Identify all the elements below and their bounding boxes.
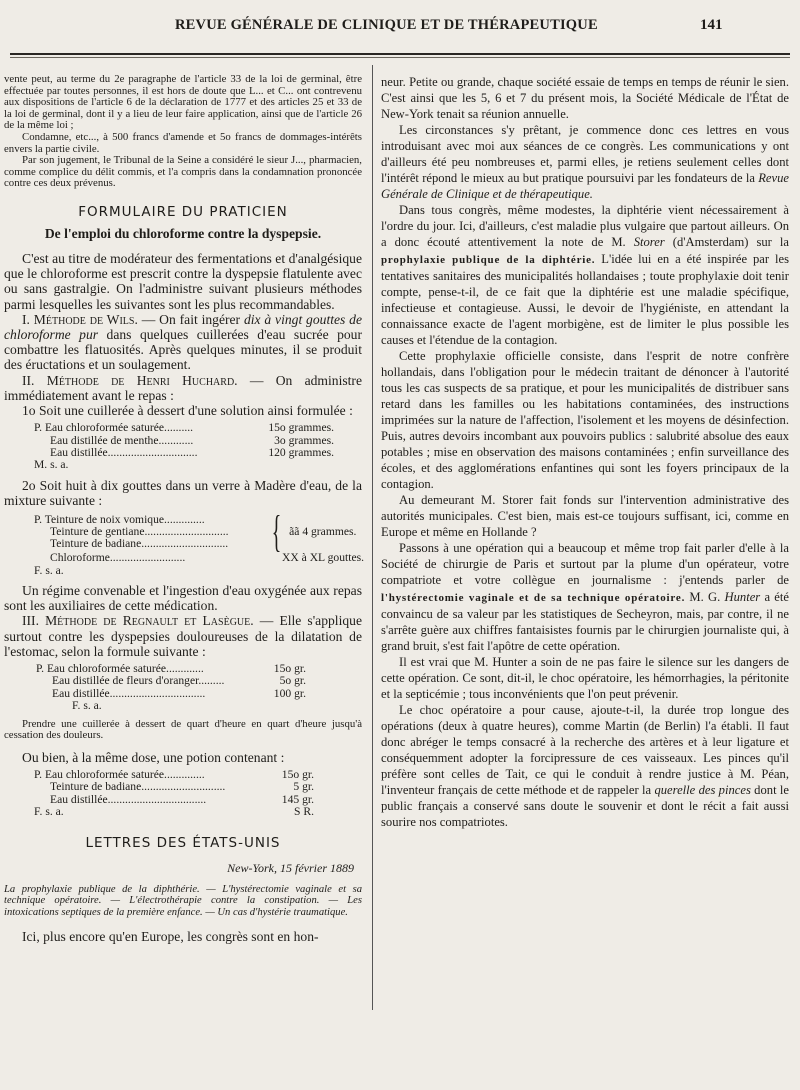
- formula-note: Prendre une cuillerée à dessert de quart d'heure en quart d'heure jusqu'à cessation des douleurs.: [4, 717, 362, 742]
- body-paragraph: Les circonstances s'y prêtant, je commence donc ces lettres en vous introduisant avec moi aux séances de ce congrès. Les communications y ont d'ailleurs été peu nombreuses et, parmi elles, je retiens seulement celles dont l'intérêt répond le mieux au but pratique poursuivi par les fondateurs de la Revue Générale de Clinique et de thérapeutique.: [381, 123, 789, 202]
- formula-row: P. Teinture de noix vomique..............: [34, 512, 205, 526]
- formula-msa: M. s. a.: [34, 458, 69, 472]
- section-title-formulaire: FORMULAIRE DU PRATICIEN: [78, 203, 288, 220]
- legal-paragraph: Condamne, etc..., à 500 francs d'amende et 5o francs de dommages-intérêts envers la partie civile.: [4, 130, 362, 155]
- method-2-step-2: 2o Soit huit à dix gouttes dans un verre à Madère d'eau, de la mixture suivante :: [4, 477, 362, 508]
- left-column: [4, 74, 362, 944]
- right-column: [381, 74, 789, 830]
- method-emphasis: dix à vingt gouttes de chloroforme pur: [4, 311, 363, 342]
- formula-2: [34, 507, 364, 577]
- formula-row: [34, 806, 314, 818]
- page-header: [0, 0, 800, 56]
- formula-row: Chloroforme.......................... XX à XL gouttes.: [50, 551, 364, 565]
- body-paragraph: neur. Petite ou grande, chaque société essaie de temps en temps de réunir le sien. C'est ainsi que les 5, 6 et 7 du présent mois, la Société Médicale de l'État de New-York tenait sa réunion annuelle.: [381, 75, 789, 122]
- method-number: II.: [22, 372, 35, 388]
- body-paragraph: Passons à une opération qui a beaucoup et même trop fait parler d'elle à la Société de chirurgie de Paris et surtout par la plume d'un opérateur, votre compatriote et votre collègue en journalisme : j'entends parler de l'hystérectomie vaginale et de sa technique opératoire. M. G. Hunter a été convaincu de sa valeur par les statistiques de Secheyron, mais, par contre, il ne s'arrête guère aux chiffres fantaisistes fournis par le chirurgien journaliste qui, à grand bruit, s'est fait l'apôtre de cette opération.: [381, 541, 789, 653]
- method-text: dans quelques cuillerées d'eau sucrée pour combattre les flatuosités. Après quelques minutes, il se produit des éructations et un soulagement.: [4, 326, 363, 373]
- column-divider: [372, 65, 373, 1010]
- formula-1: [34, 422, 334, 472]
- formula-row: Teinture de gentiane.............................: [50, 525, 229, 538]
- formula-row: P. Eau chloroformée saturée............. 15o gr.: [36, 662, 306, 676]
- formula-4: [34, 769, 314, 819]
- method-3: [4, 613, 362, 659]
- method-name: Méthode de Regnault et Lasègue.: [45, 613, 254, 629]
- body-paragraph: Dans tous congrès, même modestes, la diphtérie vient nécessairement à l'ordre du jour. Ici, d'ailleurs, c'est maladie plus vulgaire que partout ailleurs. On a donc écouté attentivement la note de M. Storer (d'Amsterdam) sur la prophylaxie publique de la diphtérie. L'idée lui en a été inspirée par les tentatives sanitaires des municipalités hollandaises ; toute prophylaxie doit tenir compte, pense-t-il, de ce fait que la diphtérie est une maladie spécifique, infectieuse et contagieuse. Aussi, le devoir de l'hygiéniste, en attendant la connaissance exacte de l'agent morbigène, est de limiter le plus possible les causes et l'étendue de la contagion.: [381, 203, 789, 347]
- running-title: REVUE GÉNÉRALE DE CLINIQUE ET DE THÉRAPEUTIQUE: [175, 17, 598, 33]
- method-2: [4, 373, 362, 403]
- method-number: III.: [22, 613, 39, 629]
- legal-paragraph: Par son jugement, le Tribunal de la Seine a considéré le sieur J..., pharmacien, comme complice du délit commis, et l'a compris dans la condamnation prononcée contre ces deux prévenus.: [4, 154, 362, 190]
- formula-row: Eau distillée de menthe............ 3o grammes.: [50, 433, 334, 447]
- method-text: — On fait ingérer: [137, 311, 244, 327]
- body-paragraph: Le choc opératoire a pour cause, ajoute-t-il, la durée trop longue des opérations (deux à quatre heures), comme Martin (de Berlin) l'a établi. Il faut donc abréger le temps consacré à la recherche des artères et à leur ligature et conséquemment adopter la forcipressure de ces vaisseaux. Les pinces qu'il préfère sont celles de Tait, ce qui le conduit à rendre justice à M. Péan, l'inventeur français de cette méthode et de rappeler la querelle des pinces dont le public français a conservé sans doute le souvenir et dont le récit a fait aussi sourire nos compatriotes.: [381, 702, 789, 830]
- letter-date: New-York, 15 février 1889: [227, 860, 354, 875]
- formula-row: Eau distillée.................................. 145 gr.: [50, 792, 314, 806]
- formula-row: Teinture de badiane..............................: [50, 537, 229, 551]
- method-name: Méthode de Wils.: [33, 311, 138, 327]
- formula-row: Eau distillée................................. 100 gr.: [52, 686, 306, 700]
- formula-row: Eau distillée de fleurs d'oranger......... 5o gr.: [52, 674, 306, 688]
- method-text: — Elle s'applique surtout contre les dyspepsies douloureuses de la dilatation de l'estomac, selon la formule suivante :: [4, 613, 362, 659]
- brace-group: [34, 507, 364, 557]
- page-number: 141: [700, 17, 723, 33]
- letter-opening: Ici, plus encore qu'en Europe, les congrès sont en hon-: [22, 929, 319, 945]
- formula-row: Eau distillée............................... 120 grammes.: [50, 445, 334, 459]
- potion-intro: Ou bien, à la même dose, une potion contenant :: [22, 749, 285, 765]
- formula-qty: ãã 4 grammes.: [289, 525, 357, 538]
- legal-paragraph: vente peut, au terme du 2e paragraphe de l'article 33 de la loi de germinal, être effectuée par toutes personnes, il est hors de doute que L... et C... ont contrevenu aux dispositions de l'article 6 de la déclaration de 1777 et des articles 25 et 33 de la loi de germinal, dont il y a lieu de leur faire application, ainsi que de l'article 26 de la même loi ;: [4, 73, 362, 132]
- method-2-step-1: 1o Soit une cuillerée à dessert d'une solution ainsi formulée :: [22, 402, 353, 418]
- formula-row: P. Eau chloroformée saturée.......... 15o grammes.: [34, 421, 334, 435]
- method-1: [4, 312, 362, 373]
- method-name: Méthode de Henri Huchard.: [46, 372, 238, 388]
- intro-paragraph: C'est au titre de modérateur des fermentations et d'analgésique que le chloroforme est prescrit contre la dyspepsie flatulente avec ou sans gastralgie. On l'administre suivant plusieurs méthodes parmi lesquelles les suivantes sont les plus recommandables.: [4, 250, 362, 312]
- brace-icon: {: [271, 507, 282, 557]
- letter-abstract: La prophylaxie publique de la diphthérie. — L'hystérectomie vaginale et sa technique opératoire. — L'électrothérapie contre la constipation. — Les intoxications septiques de la première enfance. — Un cas d'hystérie traumatique.: [4, 883, 362, 919]
- header-rule: [10, 53, 790, 55]
- header-rule-thin: [10, 57, 790, 58]
- signature: S R.: [294, 805, 314, 819]
- body-paragraph: Cette prophylaxie officielle consiste, dans l'esprit de notre confrère hollandais, dans l'obligation pour le médecin traitant de dénoncer à l'autorité tous les cas suspects de sa pratique, et pour les municipalités de distribuer sans retard dans les familles ou les habitations contaminées, des instructions imprimées sur la nature de l'affection, l'isolement et les moyens de désinfection. Puis, autres devoirs incombant aux pouvoirs publics : salubrité absolue des eaux potables ; mise en observation des maisons contaminées ; enfin surveillance des écoles, et des agglomérations enfantines qui sont les foyers principaux de la contagion.: [381, 348, 789, 492]
- formula-row: Teinture de badiane............................. 5 gr.: [50, 780, 314, 794]
- body-paragraph: Au demeurant M. Storer fait fonds sur l'intervention administrative des autorités municipales. C'est bien, mais est-ce toujours suffisant, ici, comme en Europe et même en Hollande ?: [381, 493, 789, 540]
- formula-row: P. Eau chloroformée saturée.............. 15o gr.: [34, 768, 314, 782]
- method-text: — On administre immédiatement avant le repas :: [4, 372, 362, 403]
- section-title-lettres: LETTRES DES ÉTATS-UNIS: [85, 834, 281, 851]
- body-paragraph: Il est vrai que M. Hunter a soin de ne pas faire le silence sur les dangers de cette opération. Ce sont, dit-il, le choc opératoire, les hémorrhagies, la péritonite et la septicémie ; tous inconvénients que l'on peut prévenir.: [381, 654, 789, 701]
- formula-fsa: F. s. a.: [72, 699, 102, 713]
- method-number: I.: [22, 311, 30, 327]
- formula-3: [36, 663, 306, 713]
- formula-fsa: F. s. a.: [34, 805, 64, 819]
- formula-fsa: F. s. a.: [34, 563, 64, 577]
- article-subheading: De l'emploi du chloroforme contre la dyspepsie.: [44, 225, 322, 241]
- regime-paragraph: Un régime convenable et l'ingestion d'eau oxygénée aux repas sont les auxiliaires de cette médication.: [4, 583, 362, 614]
